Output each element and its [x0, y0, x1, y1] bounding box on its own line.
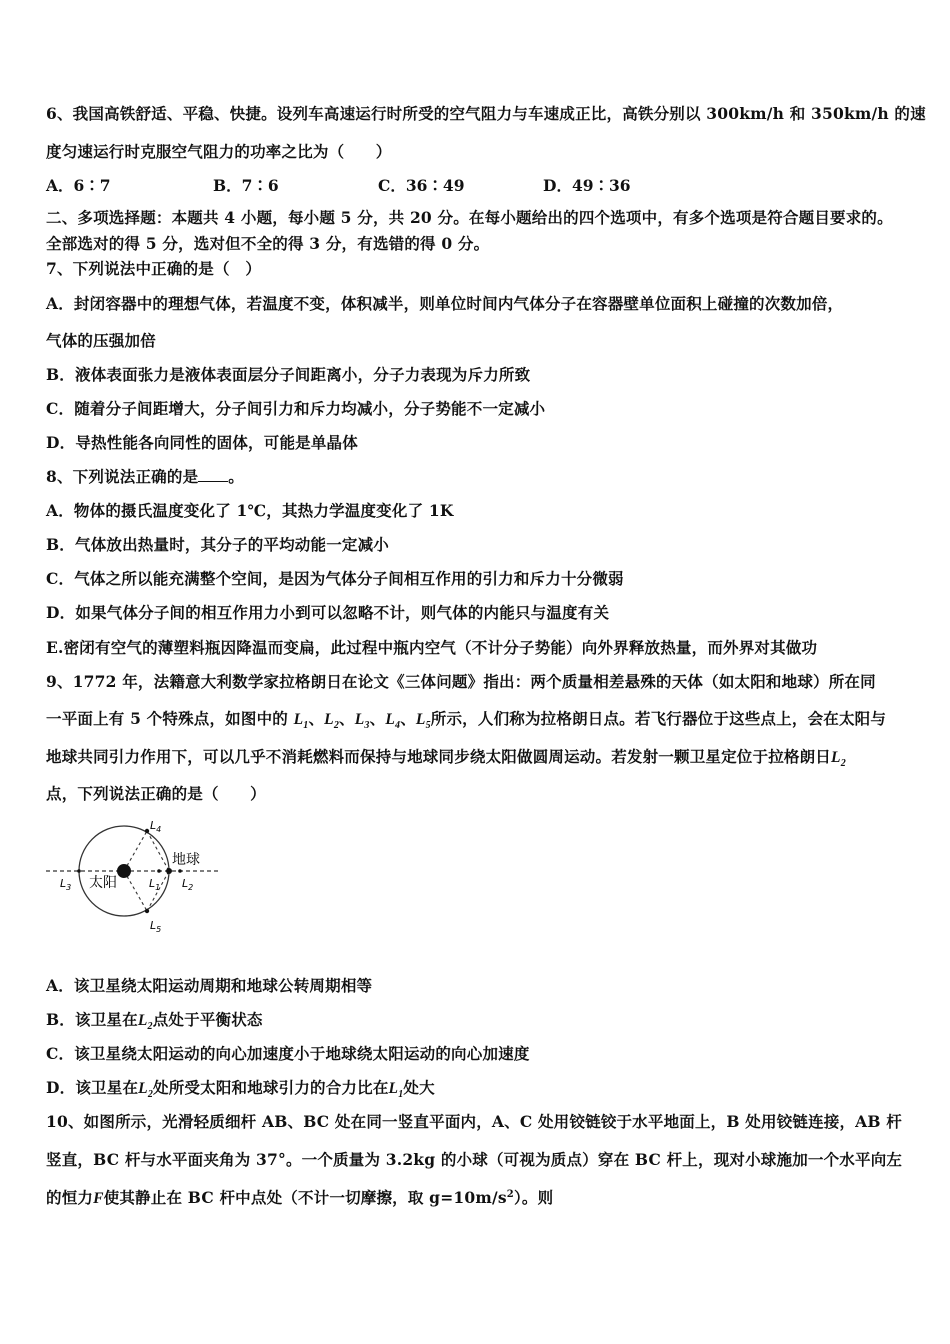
q8-option-b: B．气体放出热量时，其分子的平均动能一定减小	[46, 535, 390, 554]
q7-option-a-line2: 气体的压强加倍	[46, 331, 156, 350]
q9-option-a: A．该卫星绕太阳运动周期和地球公转周期相等	[46, 976, 373, 995]
l5-point	[145, 909, 149, 913]
q9-stem-line2: 一平面上有 5 个特殊点，如图中的 $L_1$、$L_2$、$L_3$、$L_4$、$L_5$所示，人们称为拉格朗日点。若飞行器位于这些点上，会在太阳与	[46, 709, 887, 732]
l5-label: $L_5$	[150, 919, 162, 934]
symbol-L3: $L_3$	[354, 711, 370, 732]
q9-line3-pre: 地球共同引力作用下，可以几乎不消耗燃料而保持与地球同步绕太阳做圆周运动。若发射一颗卫星定位于拉格朗日	[46, 747, 832, 766]
q7-option-a-line1: A．封闭容器中的理想气体，若温度不变，体积减半，则单位时间内气体分子在容器壁单位面积上碰撞的次数加倍，	[46, 294, 844, 313]
symbol-L4: $L_4$	[385, 711, 401, 732]
symbol-L2: $L_2$	[324, 711, 340, 732]
q8-option-e: E.密闭有空气的薄塑料瓶因降温而变扁，此过程中瓶内空气（不计分子势能）向外界释放热量，而外界对其做功	[46, 638, 818, 657]
q6-option-c: C．36∶49	[378, 176, 465, 195]
q8-stem-end: 。	[228, 467, 244, 486]
q9-stem-line3	[46, 745, 846, 769]
q10-stem-line1: 10、如图所示，光滑轻质细杆 AB、BC 处在同一竖直平面内，A、C 处用铰链铰于水平地面上，B 处用铰链连接，AB 杆	[46, 1112, 902, 1131]
q9-option-d: D．该卫星在$L_2$处所受太阳和地球引力的合力比在$L_1$处大	[46, 1078, 435, 1101]
q7-option-d: D．导热性能各向同性的固体，可能是单晶体	[46, 433, 358, 452]
q10-stem-line2: 竖直，BC 杆与水平面夹角为 37°。一个质量为 3.2kg 的小球（可视为质点）穿在 BC 杆上，现对小球施加一个水平向左	[46, 1150, 903, 1169]
q6-option-b: B．7∶6	[213, 176, 279, 195]
q9-line2-post: 所示，人们称为拉格朗日点。若飞行器位于这些点上，会在太阳与	[430, 709, 887, 728]
q6-stem-line2: 度匀速运行时克服空气阻力的功率之比为（ ）	[46, 142, 392, 161]
l3-point	[77, 869, 81, 873]
q9-stem-line4: 点，下列说法正确的是（ ）	[46, 784, 266, 803]
q7-stem: 7、下列说法中正确的是（ ）	[46, 259, 262, 278]
section2-heading-line1: 二、多项选择题：本题共 4 小题，每小题 5 分，共 20 分。在每小题给出的四个选项中，有多个选项是符合题目要求的。	[46, 208, 893, 227]
symbol-F: F	[93, 1190, 104, 1207]
l2-point	[178, 869, 182, 873]
symbol-L2: $L_2$	[138, 1080, 154, 1101]
l4-point	[145, 829, 149, 833]
l4-to-earth-line	[147, 831, 169, 871]
sun-dot	[117, 864, 131, 878]
l1-point	[157, 869, 161, 873]
q6-option-a: A．6∶7	[46, 176, 111, 195]
earth-label: 地球	[172, 852, 200, 868]
q8-option-a: A．物体的摄氏温度变化了 1℃，其热力学温度变化了 1K	[46, 501, 454, 520]
q7-option-c: C．随着分子间距增大，分子间引力和斥力均减小，分子势能不一定减小	[46, 399, 546, 418]
q8-option-d: D．如果气体分子间的相互作用力小到可以忽略不计，则气体的内能只与温度有关	[46, 603, 610, 622]
symbol-L5: $L_5$	[415, 711, 431, 732]
q7-option-b: B．液体表面张力是液体表面层分子间距离小，分子力表现为斥力所致	[46, 365, 531, 384]
l3-label: $L_3$	[60, 877, 72, 892]
q10-stem-line3: 的恒力F使其静止在 BC 杆中点处（不计一切摩擦，取 $g=10m/s^2$）。则	[46, 1188, 554, 1207]
lagrange-points-figure	[46, 815, 226, 940]
q9-option-c: C．该卫星绕太阳运动的向心加速度小于地球绕太阳运动的向心加速度	[46, 1044, 530, 1063]
q8-answer-blank	[198, 480, 228, 482]
q9-stem-line1: 9、1772 年，法籍意大利数学家拉格朗日在论文《三体问题》指出：两个质量相差悬殊的天体（如太阳和地球）所在同	[46, 672, 876, 691]
section2-heading-line2: 全部选对的得 5 分，选对但不全的得 3 分，有选错的得 0 分。	[46, 234, 490, 253]
q8-stem-text: 8、下列说法正确的是	[46, 467, 199, 486]
q9-line2-pre: 一平面上有 5 个特殊点，如图中的	[46, 709, 288, 728]
q6-stem-line1: 6、我国高铁舒适、平稳、快捷。设列车高速运行时所受的空气阻力与车速成正比，高铁分别以 300km/h 和 350km/h 的速	[46, 104, 926, 123]
symbol-L1: $L_1$	[293, 711, 309, 732]
earth-dot	[166, 868, 172, 874]
sun-label: 太阳	[89, 875, 117, 891]
q8-option-c: C．气体之所以能充满整个空间，是因为气体分子间相互作用的引力和斥力十分微弱	[46, 569, 624, 588]
q9-option-b: B．该卫星在$L_2$点处于平衡状态	[46, 1010, 263, 1033]
q6-option-d: D．49∶36	[543, 176, 631, 195]
l4-label: $L_4$	[150, 819, 162, 834]
symbol-L2: $L_2$	[137, 1012, 153, 1033]
l2-label: $L_2$	[182, 877, 194, 892]
q8-stem	[46, 465, 244, 487]
l1-label: $L_1$	[149, 877, 161, 892]
symbol-L1: $L_1$	[388, 1080, 404, 1101]
symbol-L2: $L_2$	[831, 749, 846, 770]
